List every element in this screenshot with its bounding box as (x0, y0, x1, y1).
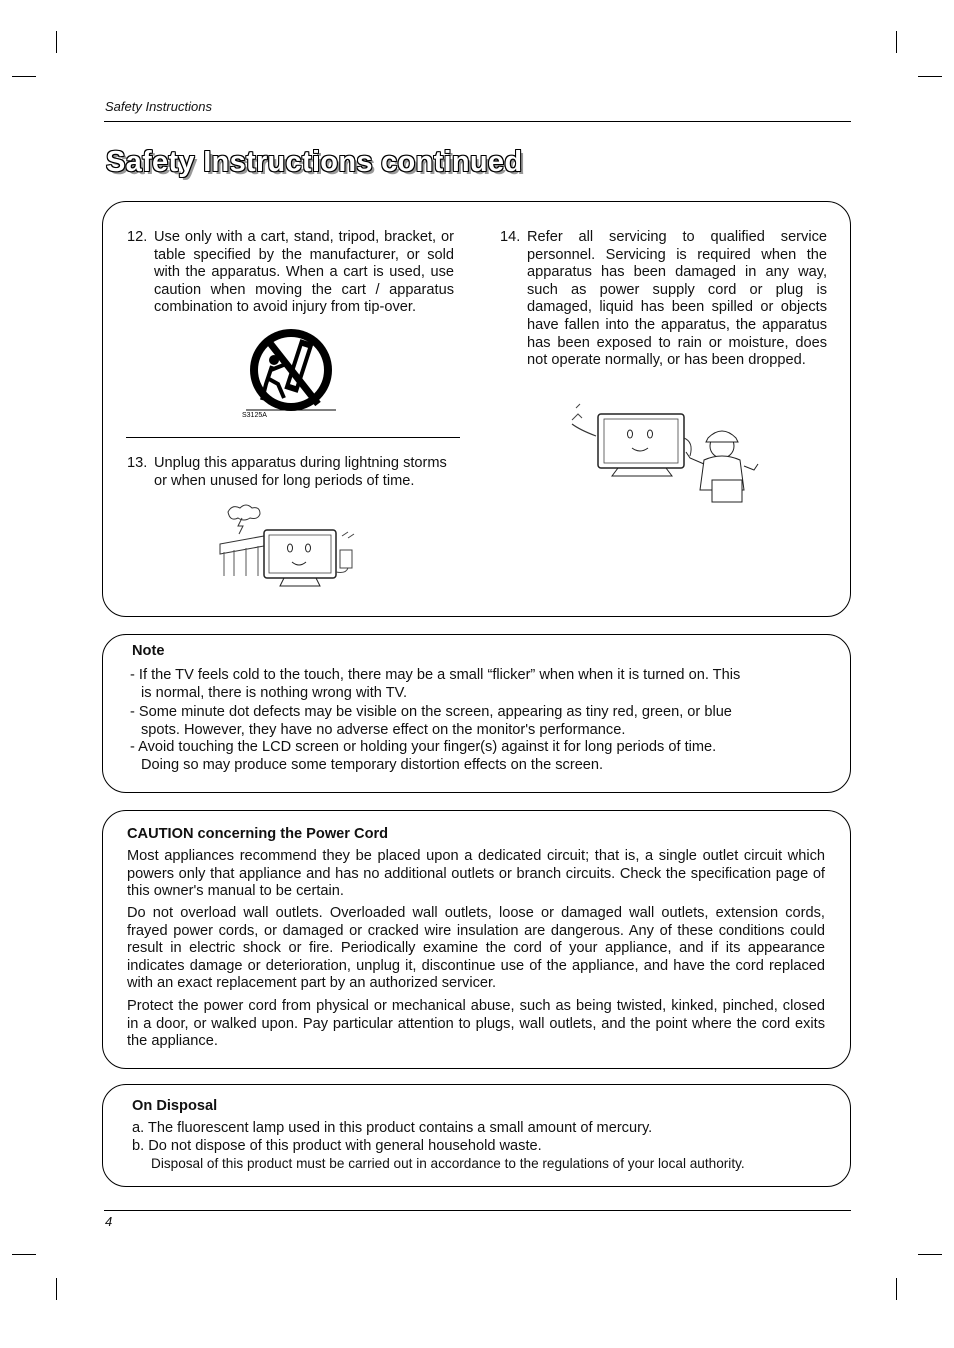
crop-mark (56, 1278, 57, 1300)
caution-paragraph: Most appliances recommend they be placed upon a dedicated circuit; that is, a single outlet circuit which powers only that appliance and has no additional outlets or branch circuits. Check the specification page of this owner's manual to be certain. (127, 848, 825, 900)
note-bullet (130, 704, 830, 739)
instruction-item-12 (127, 229, 454, 317)
note-bullet-continuation: is normal, there is nothing wrong with TV. (141, 684, 408, 701)
header-rule (104, 121, 851, 122)
note-bullet-line: - If the TV feels cold to the touch, there may be a small “flicker” when when it is turned on. This (130, 667, 741, 683)
note-heading: Note (132, 643, 165, 659)
crop-mark (918, 76, 942, 77)
note-bullet (130, 739, 830, 774)
item-text: Use only with a cart, stand, tripod, bracket, or table specified by the manufacturer, or sold with the apparatus. When a cart is used, use caution when moving the cart / apparatus combination to avoid injury from tip-over. (154, 229, 454, 316)
disposal-heading: On Disposal (132, 1098, 218, 1114)
caution-paragraph: Protect the power cord from physical or mechanical abuse, such as being twisted, kinked, pinched, closed in a door, or walked upon. Pay particular attention to plugs, wall outlets, and the point where the cord exits the appliance. (127, 998, 825, 1050)
cart-figure-caption: S3125A (242, 412, 267, 419)
footer-rule (104, 1210, 851, 1211)
item-separator (126, 437, 460, 438)
crop-mark (12, 76, 36, 77)
service-technician-illustration (564, 402, 764, 514)
caution-paragraph: Do not overload wall outlets. Overloaded wall outlets, loose or damaged wall outlets, extension cords, frayed power cords, or damaged or cracked wire insulation are dangerous. Any of these conditions could result in electric shock or fire. Periodically examine the cord of your appliance, and if its appearance indicates damage or deterioration, unplug it, discontinue use of the appliance, and have the cord replaced with an exact replacement part by an authorized servicer. (127, 905, 825, 992)
item-number: 13. (127, 455, 148, 471)
page-number: 4 (105, 1214, 113, 1229)
note-bullet (130, 667, 830, 702)
item-text: Refer all servicing to qualified service personnel. Servicing is required when the apparatus has been damaged in any way, such as power supply cord or plug is damaged, liquid has been spilled or objects have fallen into the apparatus, the apparatus has been exposed to rain or moisture, does not operate normally, or has been dropped. (527, 229, 827, 369)
cart-tip-over-warning-icon (236, 324, 346, 422)
instruction-item-14 (500, 229, 827, 370)
item-text: Unplug this apparatus during lightning storms or when unused for long periods of time. (154, 455, 447, 489)
crop-mark (56, 31, 57, 53)
disposal-line-b: b. Do not dispose of this product with general household waste. (132, 1138, 542, 1154)
note-bullet-line: - Some minute dot defects may be visible on the screen, appearing as tiny red, green, or blue (130, 704, 732, 720)
note-bullet-line: - Avoid touching the LCD screen or holding your finger(s) against it for long periods of time. (130, 739, 717, 755)
disposal-line-b-detail: Disposal of this product must be carried out in accordance to the regulations of your local authority. (151, 1156, 745, 1171)
crop-mark (896, 1278, 897, 1300)
item-number: 12. (127, 229, 148, 245)
crop-mark (918, 1254, 942, 1255)
crop-mark (12, 1254, 36, 1255)
unplug-storm-illustration (214, 500, 364, 592)
running-header: Safety Instructions (105, 99, 212, 114)
note-bullet-continuation: Doing so may produce some temporary distortion effects on the screen. (141, 756, 604, 773)
instruction-item-13 (127, 455, 454, 490)
disposal-line-a: a. The fluorescent lamp used in this product contains a small amount of mercury. (132, 1120, 653, 1136)
item-number: 14. (500, 229, 521, 245)
crop-mark (896, 31, 897, 53)
page-title: Safety Instructions continued (106, 146, 523, 178)
note-bullet-continuation: spots. However, they have no adverse effect on the monitor's performance. (141, 721, 626, 738)
caution-heading: CAUTION concerning the Power Cord (127, 826, 389, 842)
